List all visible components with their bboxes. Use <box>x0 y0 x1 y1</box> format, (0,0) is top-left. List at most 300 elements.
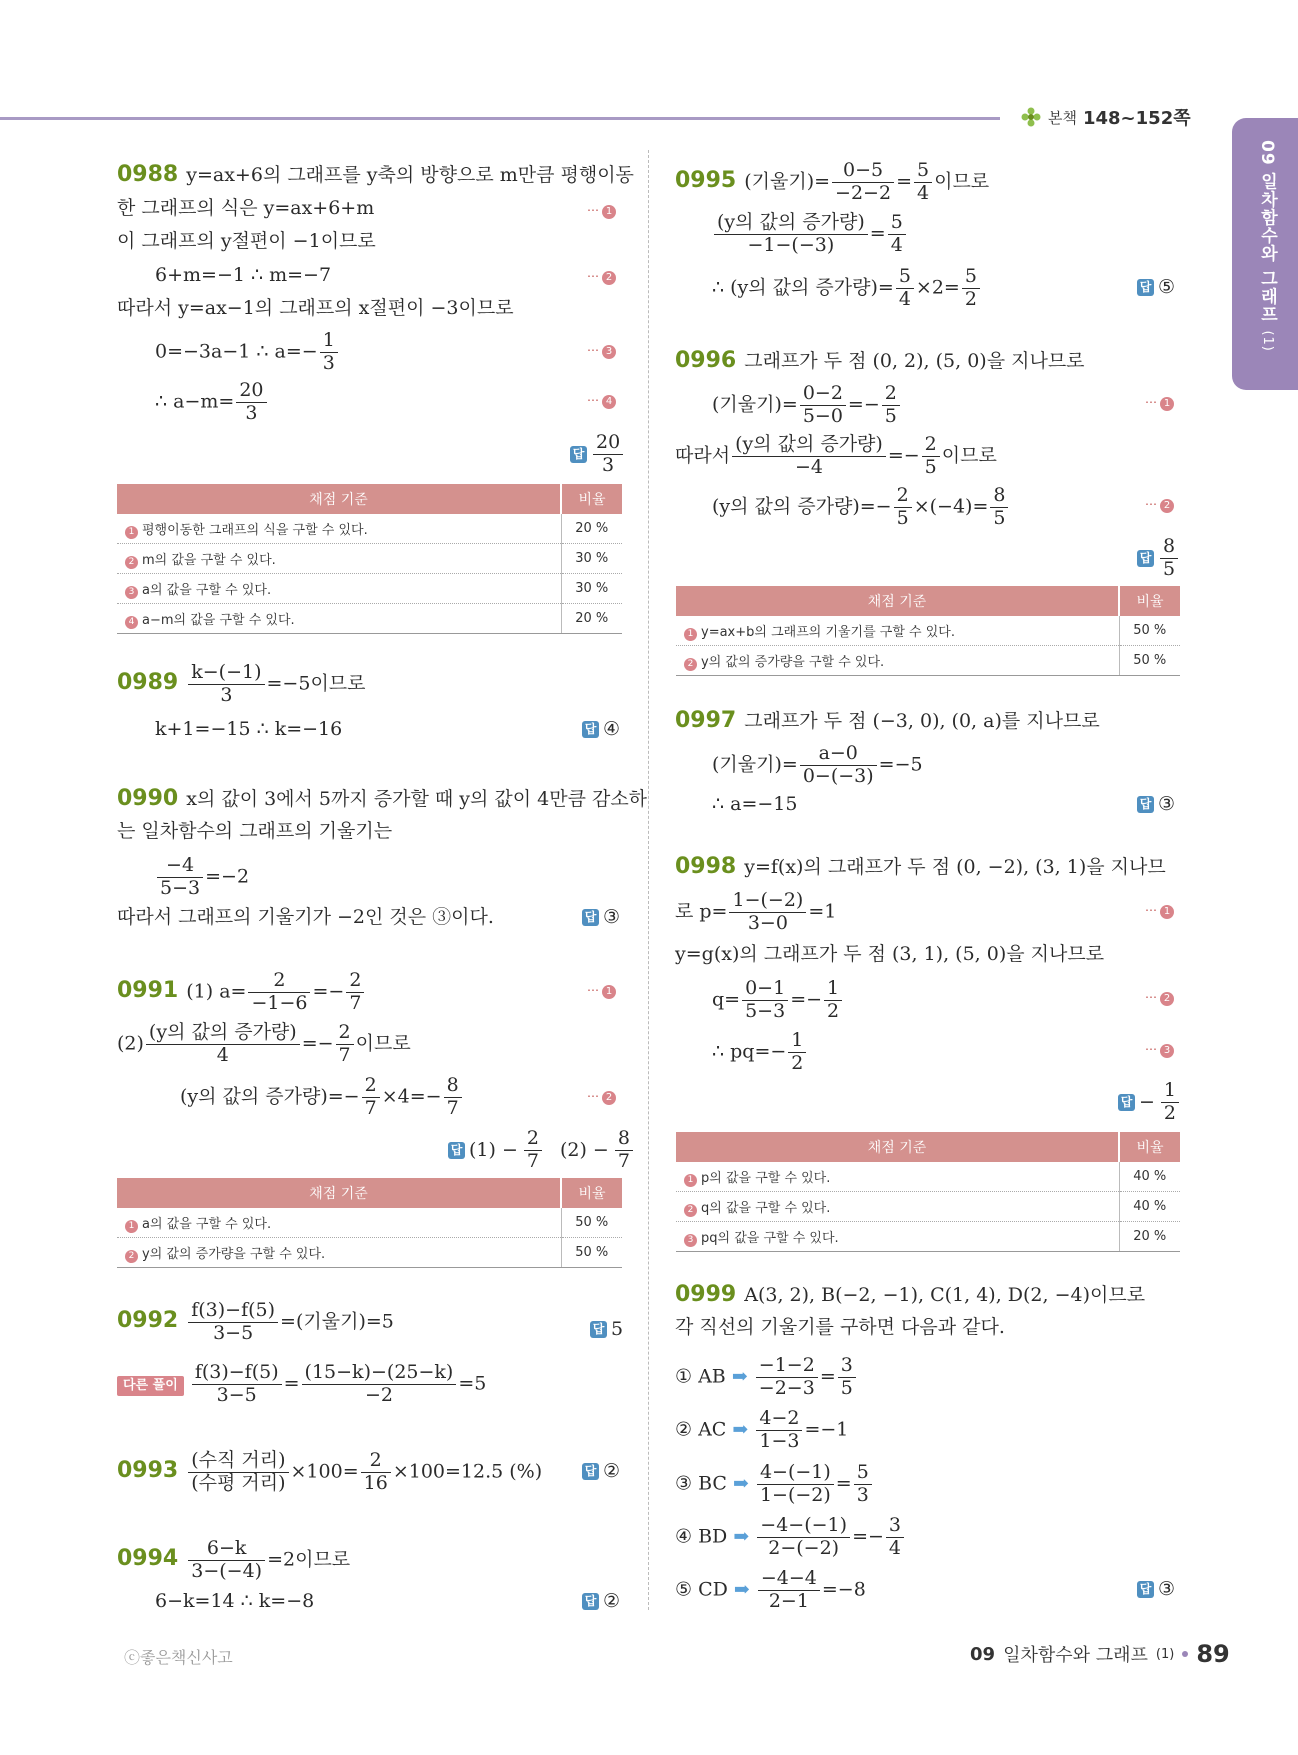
problem-0988-line4: 6+m=−1 ∴ m=−7 <box>155 264 332 286</box>
denominator: 7 <box>349 991 362 1014</box>
numerator: 4−(−1) <box>757 1462 834 1485</box>
text: =− <box>301 1032 334 1055</box>
denominator: 1−(−2) <box>759 1483 831 1506</box>
answer-0988 <box>570 432 625 477</box>
rubric-header-criteria: 채점 기준 <box>117 1178 561 1208</box>
denominator: 4 <box>888 1536 901 1559</box>
row-ratio: 50 % <box>561 1238 622 1268</box>
denominator: 2 <box>1163 1101 1177 1124</box>
chapter-tab-title: 일차함수와 그래프 <box>1257 172 1277 324</box>
line-label: ① AB <box>675 1365 726 1388</box>
numerator: −1−2 <box>756 1355 818 1378</box>
row-ratio: 50 % <box>1119 616 1180 646</box>
text: =1 <box>808 900 837 923</box>
row-ratio: 50 % <box>561 1208 622 1238</box>
line-label: ④ BD <box>675 1525 728 1548</box>
problem-0988-line5: 따라서 y=ax−1의 그래프의 x절편이 −3이므로 <box>117 297 514 319</box>
row-ratio: 30 % <box>561 544 622 574</box>
score-mark-3 <box>587 343 616 359</box>
text: = <box>869 222 886 245</box>
mark-arrow: ⋯ <box>1145 903 1157 917</box>
numerator: 2 <box>361 1450 391 1473</box>
mark-arrow: ⋯ <box>587 983 599 997</box>
problem-0991-line3 <box>180 1075 464 1120</box>
fraction <box>757 1462 834 1507</box>
score-mark-2 <box>1145 990 1174 1006</box>
fraction <box>962 266 980 311</box>
row-number: 4 <box>125 616 138 629</box>
row-number: 1 <box>125 1220 138 1233</box>
denominator: 2−1 <box>768 1589 809 1612</box>
page-reference <box>1020 104 1191 130</box>
table-row <box>117 1208 622 1238</box>
numerator: (수직 거리) <box>188 1450 288 1473</box>
text: ×100=12.5 (%) <box>392 1460 543 1483</box>
problem-number: 0996 <box>675 348 737 373</box>
answer-0994 <box>582 1590 620 1612</box>
row-text: q의 값을 구할 수 있다. <box>701 1200 831 1216</box>
problem-0997-line2 <box>712 743 923 788</box>
arrow-right-icon: ➡ <box>732 1418 749 1441</box>
text: = <box>283 1372 300 1395</box>
text: =−5 <box>878 753 923 776</box>
problem-0999-line1 <box>675 1282 1145 1308</box>
slope-item-4 <box>675 1515 906 1560</box>
denominator: 3−(−4) <box>191 1559 263 1582</box>
problem-0997-line3: ∴ a=−15 <box>712 793 798 815</box>
line-label: ② AC <box>675 1418 727 1441</box>
numerator: 2 <box>336 1022 354 1045</box>
answer-icon: 답 <box>582 1593 599 1610</box>
ref-label: 본책 <box>1048 108 1077 127</box>
numerator: f(3)−f(5) <box>192 1362 282 1385</box>
denominator: 1−3 <box>759 1429 800 1452</box>
numerator: 2 <box>524 1128 542 1151</box>
numerator: 5 <box>914 160 932 183</box>
answer-0996 <box>1137 536 1180 581</box>
fraction <box>800 743 877 788</box>
denominator: 3 <box>602 453 615 476</box>
rubric-table-0988 <box>117 484 622 634</box>
denominator: 5−0 <box>802 404 843 427</box>
text: A(3, 2), B(−2, −1), C(1, 4), D(2, −4)이므로 <box>744 1284 1146 1306</box>
denominator: −2 <box>364 1383 393 1406</box>
problem-0992-line1 <box>117 1300 394 1345</box>
mark-circle: 1 <box>602 985 616 999</box>
table-row <box>676 616 1180 646</box>
problem-0996-line3 <box>675 434 997 479</box>
problem-0996-line4 <box>712 485 1010 530</box>
fraction <box>188 1450 288 1495</box>
numerator: 20 <box>593 432 623 455</box>
answer-icon: 답 <box>448 1142 465 1159</box>
problem-0996-line2 <box>712 383 902 428</box>
mark-arrow: ⋯ <box>1145 395 1157 409</box>
problem-0988-line7 <box>155 380 269 425</box>
numerator: 8 <box>990 485 1008 508</box>
answer-value: ③ <box>603 906 621 928</box>
mark-arrow: ⋯ <box>1145 497 1157 511</box>
mark-circle: 2 <box>1160 499 1174 513</box>
text: (1) a= <box>186 980 247 1003</box>
text: =− <box>312 980 345 1003</box>
denominator: −1−(−3) <box>747 233 835 256</box>
problem-number: 0990 <box>117 786 179 811</box>
numerator: 2 <box>248 970 310 993</box>
row-ratio: 40 % <box>1119 1162 1180 1192</box>
mark-circle: 3 <box>1160 1044 1174 1058</box>
denominator: 16 <box>363 1471 388 1494</box>
problem-0989-line1 <box>117 662 366 707</box>
answer-0995 <box>1137 276 1175 298</box>
text: =5 <box>458 1372 487 1395</box>
text: ×4=− <box>381 1085 442 1108</box>
fraction <box>886 1515 904 1560</box>
answer-icon: 답 <box>1118 1094 1135 1111</box>
text: (y의 값의 증가량)=− <box>712 495 892 518</box>
fraction <box>188 1300 278 1345</box>
alternative-solution-badge: 다른 풀이 <box>117 1376 184 1396</box>
row-ratio: 20 % <box>1119 1222 1180 1252</box>
score-mark-1 <box>1145 903 1174 919</box>
denominator: 5 <box>924 455 937 478</box>
fraction <box>838 1355 856 1400</box>
numerator: a−0 <box>800 743 877 766</box>
text: (y의 값의 증가량)=− <box>180 1085 360 1108</box>
text: 이므로 <box>941 444 997 467</box>
denominator: 5−3 <box>745 999 786 1022</box>
problem-0990-line1 <box>117 786 647 812</box>
problem-0991-line1 <box>117 970 366 1015</box>
mark-arrow: ⋯ <box>587 393 599 407</box>
header-rule <box>0 117 1000 120</box>
problem-0998-line3: y=g(x)의 그래프가 두 점 (3, 1), (5, 0)을 지나므로 <box>675 943 1105 965</box>
denominator: (수평 거리) <box>191 1471 286 1494</box>
problem-0994-line2: 6−k=14 ∴ k=−8 <box>155 1590 315 1612</box>
denominator: 3 <box>856 1483 869 1506</box>
answer-text: (2) − <box>559 1139 609 1162</box>
row-text: y의 값의 증가량을 구할 수 있다. <box>701 654 885 670</box>
fraction <box>824 978 842 1023</box>
numerator: 0−2 <box>800 383 846 406</box>
numerator: 8 <box>615 1128 633 1151</box>
score-mark-1 <box>587 203 616 219</box>
row-text: a의 값을 구할 수 있다. <box>142 1216 272 1232</box>
denominator: 4 <box>890 233 903 256</box>
score-mark-2 <box>587 1089 616 1105</box>
answer-value: ② <box>603 1460 621 1482</box>
text: =− <box>852 1525 884 1548</box>
numerator: 6−k <box>188 1538 265 1561</box>
denominator: 5 <box>896 506 909 529</box>
problem-0996-line1 <box>675 348 1085 374</box>
text: y=ax+6의 그래프를 y축의 방향으로 m만큼 평행이동 <box>186 164 634 186</box>
fraction <box>894 485 912 530</box>
footer-part: (1) <box>1155 1646 1175 1662</box>
rubric-header-criteria: 채점 기준 <box>117 484 561 514</box>
mark-circle: 2 <box>1160 992 1174 1006</box>
arrow-right-icon: ➡ <box>733 1578 750 1601</box>
row-number: 2 <box>125 1250 138 1263</box>
problem-number: 0988 <box>117 162 179 187</box>
fraction <box>756 1355 818 1400</box>
row-text: y의 값의 증가량을 구할 수 있다. <box>142 1246 326 1262</box>
table-row <box>676 646 1180 676</box>
denominator: 5 <box>1163 557 1176 580</box>
footer-title: 일차함수와 그래프 <box>1003 1645 1148 1666</box>
denominator: −2−2 <box>835 181 892 204</box>
fraction <box>362 1075 380 1120</box>
flower-icon <box>1020 106 1042 128</box>
fraction <box>788 1030 806 1075</box>
text: =− <box>887 444 920 467</box>
problem-number: 0997 <box>675 708 737 733</box>
text: (기울기)= <box>712 753 798 776</box>
numerator: 1 <box>1161 1080 1179 1103</box>
denominator: 2 <box>791 1051 804 1074</box>
answer-value: ③ <box>1158 1578 1176 1600</box>
rubric-header-ratio: 비율 <box>561 484 622 514</box>
problem-number: 0994 <box>117 1546 179 1572</box>
mark-arrow: ⋯ <box>587 343 599 357</box>
text: 0=−3a−1 ∴ a=− <box>155 340 318 363</box>
denominator: 7 <box>526 1149 539 1172</box>
rubric-header-ratio: 비율 <box>1119 1132 1180 1162</box>
text: 이므로 <box>934 170 990 193</box>
numerator: (y의 값의 증가량) <box>714 212 868 235</box>
row-number: 2 <box>125 556 138 569</box>
denominator: 5 <box>884 404 897 427</box>
rubric-header-ratio: 비율 <box>1119 586 1180 616</box>
problem-0988-line2: 한 그래프의 식은 y=ax+6+m <box>117 197 375 219</box>
mark-arrow: ⋯ <box>1145 990 1157 1004</box>
answer-0997 <box>1137 793 1175 815</box>
problem-0992-alt <box>117 1362 486 1407</box>
fraction <box>593 432 623 477</box>
numerator: 1−(−2) <box>729 890 806 913</box>
problem-number: 0989 <box>117 670 179 696</box>
text: (기울기)= <box>744 170 831 193</box>
answer-value: 5 <box>611 1318 624 1340</box>
problem-0990-line3 <box>155 855 249 900</box>
fraction <box>800 383 846 428</box>
problem-0994-line1 <box>117 1538 350 1583</box>
answer-0991 <box>448 1128 635 1173</box>
answer-0998 <box>1118 1080 1181 1125</box>
problem-0997-line1 <box>675 708 1100 734</box>
problem-0990-line4: 따라서 그래프의 기울기가 −2인 것은 ③이다. <box>117 906 494 928</box>
answer-icon: 답 <box>582 909 599 926</box>
row-text: y=ax+b의 그래프의 기울기를 구할 수 있다. <box>701 624 955 640</box>
text: ×(−4)= <box>913 495 989 518</box>
fraction <box>714 212 868 257</box>
problem-number: 0999 <box>675 1282 737 1307</box>
problem-0998-line5 <box>712 1030 808 1075</box>
answer-icon: 답 <box>582 721 599 738</box>
denominator: 2−(−2) <box>768 1536 840 1559</box>
answer-icon: 답 <box>1137 1581 1154 1598</box>
column-divider <box>648 150 649 1610</box>
denominator: 4 <box>216 1043 229 1066</box>
page-footer <box>970 1640 1230 1668</box>
text: x의 값이 3에서 5까지 증가할 때 y의 값이 4만큼 감소하 <box>186 788 648 810</box>
numerator: 5 <box>854 1462 872 1485</box>
problem-0993-line1 <box>117 1450 542 1495</box>
publisher-copyright: ⓒ좋은책신사고 <box>124 1648 233 1667</box>
row-ratio: 20 % <box>561 514 622 544</box>
slope-item-2 <box>675 1408 848 1453</box>
answer-icon: 답 <box>590 1321 607 1338</box>
fraction <box>346 970 364 1015</box>
mark-arrow: ⋯ <box>587 203 599 217</box>
denominator: 7 <box>617 1149 630 1172</box>
problem-number: 0998 <box>675 854 737 879</box>
fraction <box>729 890 806 935</box>
denominator: 3 <box>245 401 258 424</box>
denominator: 0−(−3) <box>802 764 874 787</box>
answer-0993 <box>582 1460 620 1482</box>
score-mark-3 <box>1145 1042 1174 1058</box>
mark-arrow: ⋯ <box>587 269 599 283</box>
text: =−2 <box>205 865 250 888</box>
denominator: 2 <box>964 287 977 310</box>
chapter-tab-part: (1) <box>1260 330 1275 352</box>
text: ∴ a−m= <box>155 390 235 413</box>
fraction <box>990 485 1008 530</box>
chapter-tab-number: 09 <box>1257 140 1277 166</box>
row-number: 1 <box>684 1174 697 1187</box>
denominator: 3−5 <box>213 1321 254 1344</box>
table-row <box>117 574 622 604</box>
answer-icon: 답 <box>1137 550 1154 567</box>
numerator: 8 <box>1160 536 1178 559</box>
problem-0998-line4 <box>712 978 844 1023</box>
fraction <box>922 434 940 479</box>
fraction <box>832 160 894 205</box>
row-number: 1 <box>684 628 697 641</box>
fraction <box>146 1022 300 1067</box>
arrow-right-icon: ➡ <box>731 1365 748 1388</box>
denominator: 5−3 <box>160 876 201 899</box>
answer-0999 <box>1137 1578 1175 1600</box>
slope-item-5 <box>675 1568 866 1613</box>
mark-arrow: ⋯ <box>587 1089 599 1103</box>
numerator: 3 <box>886 1515 904 1538</box>
text: 그래프가 두 점 (0, 2), (5, 0)을 지나므로 <box>744 350 1085 372</box>
problem-0988-line6 <box>155 330 340 375</box>
numerator: 3 <box>838 1355 856 1378</box>
row-ratio: 50 % <box>1119 646 1180 676</box>
footer-dot <box>1182 1651 1188 1657</box>
mark-circle: 3 <box>602 345 616 359</box>
mark-circle: 4 <box>602 395 616 409</box>
fraction <box>192 1362 282 1407</box>
numerator: 5 <box>896 266 914 289</box>
numerator: (y의 값의 증가량) <box>732 434 886 457</box>
text: =−8 <box>821 1578 866 1601</box>
row-number: 3 <box>684 1234 697 1247</box>
rubric-header-criteria: 채점 기준 <box>676 1132 1119 1162</box>
numerator: 2 <box>362 1075 380 1098</box>
text: =2이므로 <box>267 1548 351 1571</box>
ref-pages: 148~152쪽 <box>1082 108 1191 129</box>
slope-item-3 <box>675 1462 874 1507</box>
answer-value: ② <box>603 1590 621 1612</box>
rubric-header-ratio: 비율 <box>561 1178 622 1208</box>
arrow-right-icon: ➡ <box>733 1525 750 1548</box>
numerator: −4 <box>157 855 203 878</box>
table-row <box>117 544 622 574</box>
table-row <box>117 1238 622 1268</box>
numerator: 2 <box>922 434 940 457</box>
row-text: m의 값을 구할 수 있다. <box>142 552 276 568</box>
chapter-tab-label <box>1250 140 1280 352</box>
fraction <box>188 662 264 707</box>
row-number: 2 <box>684 1204 697 1217</box>
rubric-table-0996 <box>676 586 1180 676</box>
numerator: 0−1 <box>742 978 788 1001</box>
denominator: 4 <box>898 287 911 310</box>
row-text: a−m의 값을 구할 수 있다. <box>142 612 295 628</box>
problem-0995-line1 <box>675 160 989 205</box>
table-row <box>676 1222 1180 1252</box>
mark-circle: 1 <box>1160 905 1174 919</box>
row-text: pq의 값을 구할 수 있다. <box>701 1230 839 1246</box>
denominator: 3 <box>322 351 335 374</box>
row-ratio: 20 % <box>561 604 622 634</box>
rubric-table-0991 <box>117 1178 622 1268</box>
fraction <box>336 1022 354 1067</box>
fraction <box>854 1462 872 1507</box>
numerator: 1 <box>320 330 338 353</box>
problem-0998-line2 <box>675 890 836 935</box>
text: =(기울기)=5 <box>280 1310 394 1333</box>
score-mark-2 <box>587 269 616 285</box>
fraction <box>157 855 203 900</box>
text: ×2= <box>915 276 960 299</box>
mark-circle: 1 <box>602 205 616 219</box>
numerator: 1 <box>788 1030 806 1053</box>
numerator: 0−5 <box>832 160 894 183</box>
fraction <box>361 1450 391 1495</box>
denominator: 7 <box>446 1096 459 1119</box>
fraction <box>756 1408 802 1453</box>
row-number: 2 <box>684 658 697 671</box>
numerator: 8 <box>444 1075 462 1098</box>
denominator: −2−3 <box>758 1376 815 1399</box>
numerator: 5 <box>888 212 906 235</box>
denominator: 3−0 <box>747 911 788 934</box>
table-row <box>117 604 622 634</box>
text: 이므로 <box>355 1032 411 1055</box>
problem-number: 0993 <box>117 1458 179 1484</box>
numerator: 1 <box>824 978 842 1001</box>
fraction <box>732 434 886 479</box>
arrow-right-icon: ➡ <box>732 1472 749 1495</box>
answer-0989 <box>582 718 620 740</box>
problem-0995-line3 <box>712 266 982 311</box>
text: = <box>835 1472 852 1495</box>
numerator: −4−(−1) <box>757 1515 850 1538</box>
denominator: 3−5 <box>216 1383 257 1406</box>
problem-0989-line2: k+1=−15 ∴ k=−16 <box>155 718 343 740</box>
answer-icon: 답 <box>1137 279 1154 296</box>
problem-number: 0995 <box>675 168 737 194</box>
rubric-header-criteria: 채점 기준 <box>676 586 1119 616</box>
score-mark-2 <box>1145 497 1174 513</box>
answer-0992 <box>590 1318 623 1340</box>
problem-0988-line1 <box>117 162 634 188</box>
